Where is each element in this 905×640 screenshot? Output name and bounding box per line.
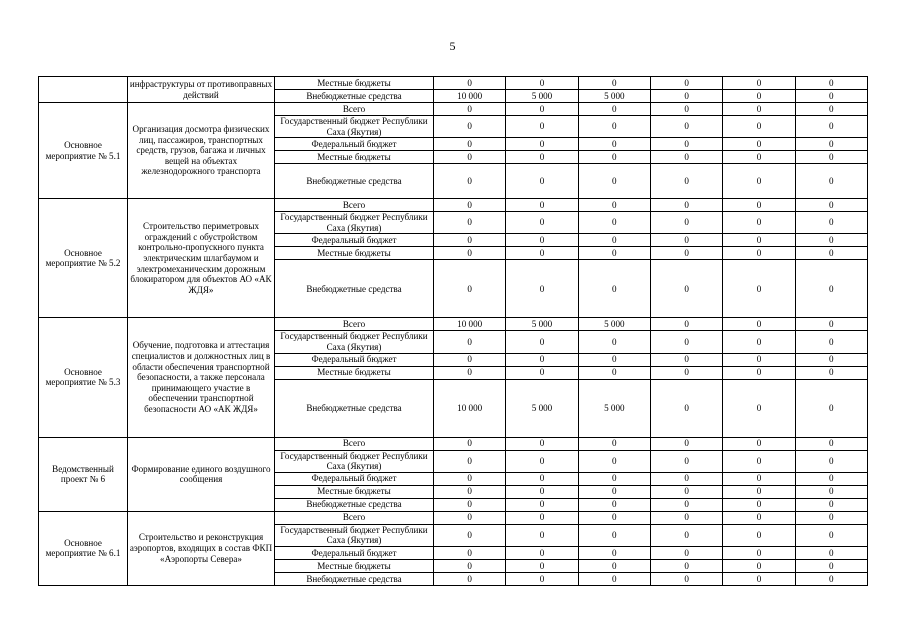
amount-cell: 0 — [506, 524, 578, 546]
event-description-cell: Организация досмотра физических лиц, пассажиров, транспортных средств, грузов, багажа и личных вещей на объектах железнодорожного транспорта — [128, 103, 275, 199]
amount-cell: 0 — [650, 546, 722, 559]
amount-cell: 0 — [506, 353, 578, 366]
amount-cell: 0 — [650, 485, 722, 498]
amount-cell: 0 — [578, 437, 650, 450]
amount-cell: 10 000 — [434, 90, 506, 103]
amount-cell: 0 — [506, 212, 578, 234]
table-row — [39, 199, 868, 212]
amount-cell: 0 — [723, 260, 795, 318]
event-name-cell: Основное мероприятие № 5.3 — [39, 318, 128, 437]
amount-cell: 0 — [434, 331, 506, 353]
amount-cell: 0 — [723, 366, 795, 379]
amount-cell: 0 — [650, 524, 722, 546]
funding-source-cell: Всего — [275, 103, 434, 116]
amount-cell: 5 000 — [578, 379, 650, 437]
amount-cell: 0 — [578, 103, 650, 116]
event-name-cell: Ведомственный проект № 6 — [39, 437, 128, 511]
amount-cell: 5 000 — [578, 90, 650, 103]
amount-cell: 0 — [795, 234, 867, 247]
amount-cell: 0 — [723, 164, 795, 199]
table-row — [39, 77, 868, 90]
funding-source-cell: Местные бюджеты — [275, 77, 434, 90]
amount-cell: 0 — [578, 77, 650, 90]
amount-cell: 0 — [434, 450, 506, 472]
funding-source-cell: Федеральный бюджет — [275, 472, 434, 485]
amount-cell: 0 — [795, 472, 867, 485]
amount-cell: 0 — [795, 77, 867, 90]
amount-cell: 10 000 — [434, 318, 506, 331]
amount-cell: 0 — [795, 450, 867, 472]
amount-cell: 0 — [506, 77, 578, 90]
amount-cell: 0 — [650, 331, 722, 353]
amount-cell: 0 — [506, 572, 578, 585]
amount-cell: 0 — [795, 247, 867, 260]
amount-cell: 0 — [434, 260, 506, 318]
amount-cell: 0 — [578, 572, 650, 585]
amount-cell: 0 — [795, 498, 867, 511]
funding-source-cell: Местные бюджеты — [275, 485, 434, 498]
amount-cell: 0 — [506, 116, 578, 138]
amount-cell: 0 — [795, 199, 867, 212]
amount-cell: 0 — [506, 559, 578, 572]
funding-source-cell: Местные бюджеты — [275, 247, 434, 260]
amount-cell: 0 — [434, 572, 506, 585]
amount-cell: 0 — [723, 199, 795, 212]
funding-source-cell: Местные бюджеты — [275, 366, 434, 379]
amount-cell: 0 — [795, 260, 867, 318]
amount-cell: 0 — [434, 138, 506, 151]
amount-cell: 0 — [795, 524, 867, 546]
amount-cell: 0 — [506, 151, 578, 164]
amount-cell: 0 — [650, 353, 722, 366]
table-row — [39, 437, 868, 450]
amount-cell: 0 — [650, 199, 722, 212]
amount-cell: 0 — [578, 485, 650, 498]
amount-cell: 0 — [723, 524, 795, 546]
amount-cell: 0 — [795, 546, 867, 559]
amount-cell: 0 — [650, 151, 722, 164]
table-row — [39, 511, 868, 524]
funding-source-cell: Всего — [275, 511, 434, 524]
funding-source-cell: Федеральный бюджет — [275, 138, 434, 151]
amount-cell: 0 — [578, 498, 650, 511]
event-description-cell: инфраструктуры от противоправных действий — [128, 77, 275, 103]
amount-cell: 0 — [506, 546, 578, 559]
page-number: 5 — [449, 39, 456, 53]
amount-cell: 0 — [506, 164, 578, 199]
event-description-cell: Обучение, подготовка и аттестация специалистов и должностных лиц в области обеспечения транспортной безопасности, а также персонала принимающего участие в обеспечении транспортной безопасности АО «АК ЖДЯ» — [128, 318, 275, 437]
amount-cell: 5 000 — [506, 90, 578, 103]
funding-source-cell: Внебюджетные средства — [275, 379, 434, 437]
amount-cell: 0 — [434, 212, 506, 234]
funding-source-cell: Внебюджетные средства — [275, 164, 434, 199]
amount-cell: 0 — [506, 103, 578, 116]
table-row — [39, 318, 868, 331]
amount-cell: 0 — [506, 485, 578, 498]
amount-cell: 0 — [506, 498, 578, 511]
amount-cell: 0 — [434, 247, 506, 260]
amount-cell: 0 — [650, 511, 722, 524]
amount-cell: 0 — [795, 559, 867, 572]
amount-cell: 0 — [795, 485, 867, 498]
amount-cell: 0 — [434, 559, 506, 572]
amount-cell: 0 — [795, 437, 867, 450]
amount-cell: 0 — [723, 103, 795, 116]
amount-cell: 0 — [578, 138, 650, 151]
amount-cell: 0 — [434, 234, 506, 247]
amount-cell: 0 — [723, 437, 795, 450]
amount-cell: 0 — [578, 331, 650, 353]
funding-source-cell: Местные бюджеты — [275, 151, 434, 164]
amount-cell: 5 000 — [506, 318, 578, 331]
event-description-cell: Формирование единого воздушного сообщения — [128, 437, 275, 511]
amount-cell: 0 — [723, 212, 795, 234]
amount-cell: 0 — [578, 366, 650, 379]
amount-cell: 0 — [795, 103, 867, 116]
amount-cell: 0 — [650, 116, 722, 138]
amount-cell: 0 — [578, 546, 650, 559]
event-name-cell — [39, 77, 128, 103]
amount-cell: 0 — [723, 485, 795, 498]
table-row — [39, 103, 868, 116]
event-name-cell: Основное мероприятие № 5.1 — [39, 103, 128, 199]
amount-cell: 0 — [434, 103, 506, 116]
amount-cell: 0 — [723, 450, 795, 472]
amount-cell: 0 — [723, 511, 795, 524]
funding-source-cell: Всего — [275, 199, 434, 212]
amount-cell: 0 — [434, 366, 506, 379]
amount-cell: 0 — [650, 260, 722, 318]
funding-source-cell: Всего — [275, 318, 434, 331]
amount-cell: 0 — [650, 164, 722, 199]
amount-cell: 0 — [723, 559, 795, 572]
amount-cell: 0 — [723, 572, 795, 585]
amount-cell: 0 — [795, 318, 867, 331]
amount-cell: 0 — [650, 366, 722, 379]
amount-cell: 5 000 — [578, 318, 650, 331]
funding-source-cell: Всего — [275, 437, 434, 450]
event-description-cell: Строительство и реконструкция аэропортов, входящих в состав ФКП «Аэропорты Севера» — [128, 511, 275, 585]
amount-cell: 0 — [795, 379, 867, 437]
amount-cell: 0 — [434, 472, 506, 485]
funding-source-cell: Внебюджетные средства — [275, 498, 434, 511]
amount-cell: 0 — [578, 247, 650, 260]
funding-table-body — [39, 77, 868, 586]
amount-cell: 0 — [506, 437, 578, 450]
amount-cell: 0 — [650, 498, 722, 511]
amount-cell: 0 — [795, 353, 867, 366]
amount-cell: 0 — [723, 77, 795, 90]
amount-cell: 0 — [795, 151, 867, 164]
amount-cell: 0 — [578, 524, 650, 546]
amount-cell: 0 — [650, 247, 722, 260]
amount-cell: 0 — [578, 116, 650, 138]
amount-cell: 0 — [578, 164, 650, 199]
amount-cell: 0 — [506, 511, 578, 524]
amount-cell: 0 — [650, 234, 722, 247]
funding-source-cell: Местные бюджеты — [275, 559, 434, 572]
amount-cell: 0 — [723, 546, 795, 559]
funding-source-cell: Государственный бюджет Республики Саха (Якутия) — [275, 450, 434, 472]
event-name-cell: Основное мероприятие № 6.1 — [39, 511, 128, 585]
funding-source-cell: Федеральный бюджет — [275, 234, 434, 247]
amount-cell: 5 000 — [506, 379, 578, 437]
amount-cell: 0 — [506, 234, 578, 247]
funding-source-cell: Федеральный бюджет — [275, 546, 434, 559]
amount-cell: 0 — [578, 511, 650, 524]
amount-cell: 0 — [723, 472, 795, 485]
amount-cell: 0 — [434, 546, 506, 559]
event-name-cell: Основное мероприятие № 5.2 — [39, 199, 128, 318]
amount-cell: 0 — [578, 212, 650, 234]
amount-cell: 0 — [578, 234, 650, 247]
amount-cell: 0 — [506, 260, 578, 318]
amount-cell: 0 — [506, 331, 578, 353]
amount-cell: 0 — [650, 450, 722, 472]
funding-source-cell: Государственный бюджет Республики Саха (Якутия) — [275, 116, 434, 138]
amount-cell: 0 — [434, 524, 506, 546]
amount-cell: 0 — [795, 511, 867, 524]
amount-cell: 0 — [434, 511, 506, 524]
amount-cell: 0 — [506, 366, 578, 379]
amount-cell: 0 — [578, 472, 650, 485]
amount-cell: 0 — [795, 164, 867, 199]
event-description-cell: Строительство периметровых ограждений с обустройством контрольно-пропускного пункта электрическим шлагбаумом и электромеханическим дорожным блокиратором для объектов АО «АК ЖДЯ» — [128, 199, 275, 318]
amount-cell: 0 — [650, 318, 722, 331]
amount-cell: 0 — [434, 353, 506, 366]
amount-cell: 0 — [434, 116, 506, 138]
amount-cell: 0 — [506, 138, 578, 151]
funding-source-cell: Государственный бюджет Республики Саха (Якутия) — [275, 331, 434, 353]
amount-cell: 0 — [434, 485, 506, 498]
amount-cell: 0 — [578, 450, 650, 472]
amount-cell: 0 — [506, 472, 578, 485]
funding-table — [38, 76, 868, 586]
amount-cell: 0 — [506, 247, 578, 260]
amount-cell: 0 — [723, 151, 795, 164]
amount-cell: 0 — [434, 498, 506, 511]
amount-cell: 0 — [795, 366, 867, 379]
amount-cell: 0 — [578, 353, 650, 366]
amount-cell: 0 — [723, 353, 795, 366]
amount-cell: 0 — [795, 212, 867, 234]
amount-cell: 0 — [650, 572, 722, 585]
amount-cell: 0 — [434, 164, 506, 199]
amount-cell: 0 — [578, 199, 650, 212]
amount-cell: 0 — [650, 212, 722, 234]
amount-cell: 0 — [723, 247, 795, 260]
funding-source-cell: Внебюджетные средства — [275, 260, 434, 318]
amount-cell: 0 — [650, 437, 722, 450]
amount-cell: 0 — [578, 151, 650, 164]
funding-source-cell: Федеральный бюджет — [275, 353, 434, 366]
amount-cell: 0 — [795, 90, 867, 103]
amount-cell: 0 — [650, 103, 722, 116]
amount-cell: 0 — [723, 234, 795, 247]
amount-cell: 0 — [795, 116, 867, 138]
amount-cell: 0 — [723, 379, 795, 437]
amount-cell: 0 — [578, 260, 650, 318]
amount-cell: 0 — [723, 90, 795, 103]
amount-cell: 0 — [434, 151, 506, 164]
funding-source-cell: Государственный бюджет Республики Саха (Якутия) — [275, 212, 434, 234]
amount-cell: 0 — [795, 138, 867, 151]
amount-cell: 0 — [578, 559, 650, 572]
amount-cell: 0 — [795, 572, 867, 585]
amount-cell: 0 — [723, 498, 795, 511]
amount-cell: 0 — [723, 318, 795, 331]
amount-cell: 0 — [650, 77, 722, 90]
funding-source-cell: Внебюджетные средства — [275, 572, 434, 585]
amount-cell: 10 000 — [434, 379, 506, 437]
amount-cell: 0 — [723, 138, 795, 151]
amount-cell: 0 — [650, 90, 722, 103]
amount-cell: 0 — [434, 437, 506, 450]
amount-cell: 0 — [795, 331, 867, 353]
amount-cell: 0 — [650, 472, 722, 485]
amount-cell: 0 — [650, 559, 722, 572]
funding-source-cell: Государственный бюджет Республики Саха (Якутия) — [275, 524, 434, 546]
funding-source-cell: Внебюджетные средства — [275, 90, 434, 103]
amount-cell: 0 — [506, 199, 578, 212]
amount-cell: 0 — [723, 116, 795, 138]
amount-cell: 0 — [723, 331, 795, 353]
amount-cell: 0 — [434, 77, 506, 90]
amount-cell: 0 — [650, 138, 722, 151]
amount-cell: 0 — [650, 379, 722, 437]
amount-cell: 0 — [434, 199, 506, 212]
amount-cell: 0 — [506, 450, 578, 472]
